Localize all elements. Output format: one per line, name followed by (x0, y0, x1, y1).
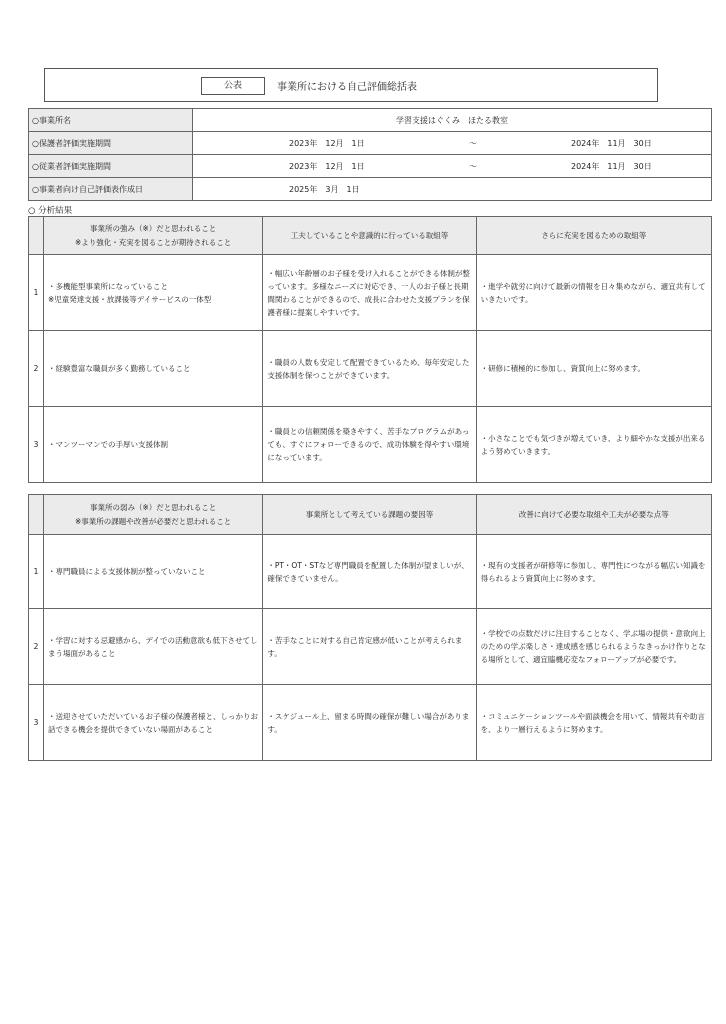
guardian-start-date: 2023年 12月 1日 (289, 139, 365, 148)
weakness-improvement: ・コミュニケーションツールや面談機会を用いて、情報共有や助言を、より一層行えるように努めます。 (476, 685, 711, 761)
strengths-table (28, 216, 712, 483)
guardian-period-label: ○保護者評価実施期間 (29, 132, 193, 155)
staff-period-label: ○従業者評価実施期間 (29, 155, 193, 178)
strength-item (44, 255, 263, 331)
strength-further: ・進学や就労に向けて最新の情報を日々集めながら、適宜共有していきたいです。 (476, 255, 711, 331)
strength-effort: ・職員との信頼関係を築きやすく、苦手なプログラムがあっても、すぐにフォローできるので、成功体験を得やすい環境になっています。 (263, 407, 476, 483)
strength-item: ・マンツーマンでの手厚い支援体制 (44, 407, 263, 483)
guardian-period (193, 132, 712, 155)
strengths-header-col1 (44, 217, 263, 255)
row-number: 3 (29, 407, 44, 483)
weakness-cause: ・スケジュール上、留まる時間の確保が難しい場合があります。 (263, 685, 476, 761)
info-table (28, 108, 712, 201)
weakness-cause: ・PT・OT・STなど専門職員を配置した体制が望ましいが、確保できていません。 (263, 535, 476, 609)
weaknesses-header-row (29, 495, 712, 535)
strength-further: ・研修に積極的に参加し、資質向上に努めます。 (476, 331, 711, 407)
strength-item-line1: ・多機能型事業所になっていること (48, 281, 169, 291)
row-number: 2 (29, 609, 44, 685)
row-number: 1 (29, 535, 44, 609)
row-number: 3 (29, 685, 44, 761)
strengths-header-col1-line2: ※より強化・充実を図ることが期待されること (75, 237, 232, 247)
analysis-label: ○ 分析結果 (28, 206, 73, 216)
weaknesses-header-col1-line2: ※事業所の課題や改善が必要だと思われること (75, 516, 232, 526)
weakness-item: ・専門職員による支援体制が整っていないこと (44, 535, 263, 609)
table-row (29, 685, 712, 761)
row-number: 2 (29, 331, 44, 407)
guardian-end-date: 2024年 11月 30日 (571, 139, 652, 148)
public-badge: 公表 (201, 77, 265, 95)
row-number: 1 (29, 255, 44, 331)
strengths-header-row (29, 217, 712, 255)
table-row (29, 407, 712, 483)
facility-label: ○事業所名 (29, 109, 193, 132)
header-blank (29, 217, 44, 255)
weaknesses-header-col1 (44, 495, 263, 535)
info-row-guardian (29, 132, 712, 155)
strength-effort: ・職員の人数も安定して配置できているため、毎年安定した支援体制を保つことができています。 (263, 331, 476, 407)
weaknesses-header-col3: 改善に向けて必要な取組や工夫が必要な点等 (476, 495, 711, 535)
strengths-header-col3: さらに充実を図るための取組等 (476, 217, 711, 255)
table-row (29, 535, 712, 609)
info-row-created (29, 178, 712, 201)
facility-name: 学習支援はぐくみ ほたる教室 (193, 109, 712, 132)
strengths-header-col1-line1: 事業所の強み（※）だと思われること (90, 223, 217, 233)
table-row (29, 331, 712, 407)
created-date-cell (193, 178, 712, 201)
weakness-item: ・学習に対する忌避感から、デイでの活動意欲も低下させてしまう場面があること (44, 609, 263, 685)
weakness-item: ・送迎させていただいているお子様の保護者様と、しっかりお話できる機会を提供できていない場面があること (44, 685, 263, 761)
created-date-label: ○事業者向け自己評価表作成日 (29, 178, 193, 201)
staff-tilde: ～ (469, 162, 477, 171)
weakness-improvement: ・学校での点数だけに注目することなく、学ぶ場の提供・意欲向上のための学ぶ楽しさ・達成感を感じられるようなきっかけ作りとなる場所として、適宜臨機応変なフォローアップが必要です。 (476, 609, 711, 685)
weakness-cause: ・苦手なことに対する自己肯定感が低いことが考えられます。 (263, 609, 476, 685)
header-blank (29, 495, 44, 535)
strength-effort: ・幅広い年齢層のお子様を受け入れることができる体制が整っています。多様なニーズに対応でき、一人のお子様と長期間関わることができるので、成長に合わせた支援プランを保護者様に提案しやすいです。 (263, 255, 476, 331)
info-row-facility (29, 109, 712, 132)
weakness-improvement: ・現有の支援者が研修等に参加し、専門性につながる幅広い知識を得られるよう資質向上に努めます。 (476, 535, 711, 609)
weaknesses-table (28, 494, 712, 761)
weaknesses-header-col2: 事業所として考えている課題の要因等 (263, 495, 476, 535)
staff-start-date: 2023年 12月 1日 (289, 162, 365, 171)
created-date: 2025年 3月 1日 (289, 185, 360, 194)
staff-period (193, 155, 712, 178)
title-box (44, 68, 658, 102)
table-row (29, 609, 712, 685)
strength-item: ・経験豊富な職員が多く勤務していること (44, 331, 263, 407)
weaknesses-header-col1-line1: 事業所の弱み（※）だと思われること (90, 502, 217, 512)
staff-end-date: 2024年 11月 30日 (571, 162, 652, 171)
strengths-header-col2: 工夫していることや意識的に行っている取組等 (263, 217, 476, 255)
table-row (29, 255, 712, 331)
strength-further: ・小さなことでも気づきが増えていき、より細やかな支援が出来るよう努めていきます。 (476, 407, 711, 483)
strength-item-line2: ※児童発達支援・放課後等デイサービスの一体型 (48, 294, 212, 304)
guardian-tilde: ～ (469, 139, 477, 148)
page-title: 事業所における自己評価総括表 (277, 82, 417, 93)
info-row-staff (29, 155, 712, 178)
